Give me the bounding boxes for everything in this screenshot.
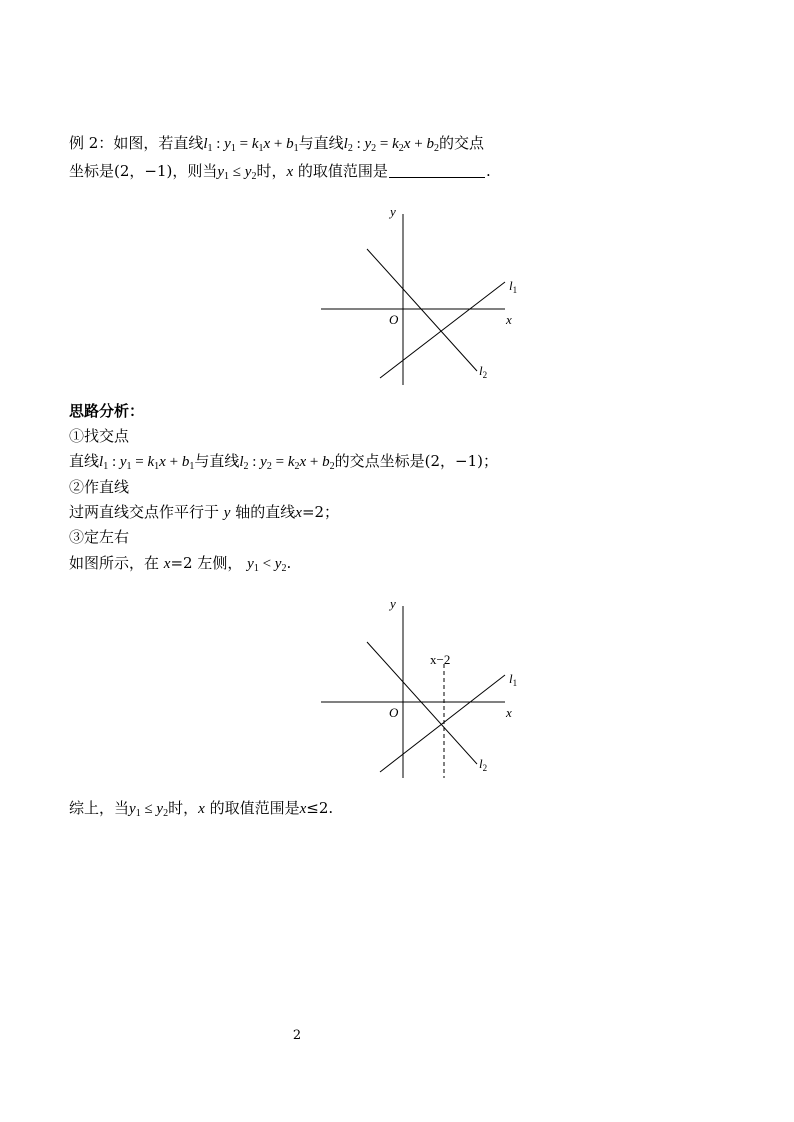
inequality-le-2: $y_1 \le y_2$ bbox=[129, 801, 169, 819]
line-l2 bbox=[367, 249, 477, 371]
example-text-1c: 的交点 bbox=[438, 134, 484, 152]
answer-blank bbox=[389, 163, 485, 178]
example-text-1b: 与直线 bbox=[298, 134, 344, 152]
l1-label-2: $l_1$ bbox=[509, 671, 518, 688]
example-label: 例 2： bbox=[69, 134, 114, 152]
x-axis-label: x bbox=[506, 312, 512, 327]
l1-equation-2: $l_1$ : $y_1 = k_1x + b_1$ bbox=[99, 454, 195, 472]
l2-label: $l_2$ bbox=[479, 363, 488, 380]
l1-equation: $l_1$ : $y_1 = k_1x + b_1$ bbox=[203, 136, 299, 154]
figure-2-axes bbox=[321, 606, 505, 778]
example-text-2e: . bbox=[485, 162, 491, 180]
example-text-2a: 坐标是(2，−1)，则当 bbox=[69, 162, 218, 180]
step-1-title: ①找交点 bbox=[69, 427, 130, 445]
example-line-1 bbox=[69, 133, 484, 154]
l2-label-2: $l_2$ bbox=[479, 756, 488, 773]
page-number: 2 bbox=[292, 1028, 302, 1043]
conclusion-text: 综上，当$y_1 \le y_2$时，x 的取值范围是x≤2. bbox=[69, 799, 334, 819]
line-l2-2 bbox=[367, 642, 477, 764]
analysis-heading: 思路分析： bbox=[69, 402, 145, 420]
l2-equation: $l_2$ : $y_2 = k_2x + b_2$ bbox=[343, 136, 439, 154]
l1-label: $l_1$ bbox=[509, 278, 518, 295]
dash-line-label: x−2 bbox=[430, 652, 451, 667]
origin-label: O bbox=[389, 312, 399, 327]
inequality-lt: $y_1 < y_2$ bbox=[247, 556, 287, 574]
example-line-2 bbox=[69, 161, 491, 182]
variable-x: x bbox=[286, 164, 294, 180]
step-2-title: ②作直线 bbox=[69, 478, 130, 496]
step-1-text: 直线$l_1$ : $y_1 = k_1x + b_1$与直线$l_2$ : $y_2 = k_2x + b_2$的交点坐标是(2，−1)； bbox=[69, 452, 498, 472]
example-text-2b: 时， bbox=[256, 162, 287, 180]
origin-label-2: O bbox=[389, 705, 399, 720]
step-3-text: 如图所示，在 x=2 左侧， $y_1 < y_2$. bbox=[69, 554, 292, 574]
l2-equation-2: $l_2$ : $y_2 = k_2x + b_2$ bbox=[239, 454, 335, 472]
line-l1-2 bbox=[380, 675, 505, 772]
step-3-title: ③定左右 bbox=[69, 528, 130, 546]
example-text-2d: 的取值范围是 bbox=[297, 162, 388, 180]
example-text-1a: 如图，若直线 bbox=[113, 134, 204, 152]
figure-2 bbox=[315, 592, 530, 784]
inequality-le: $y_1 \le y_2$ bbox=[217, 164, 257, 182]
step-2-text: 过两直线交点作平行于 y 轴的直线x=2； bbox=[69, 503, 340, 521]
y-axis-label: y bbox=[390, 204, 396, 219]
figure-1 bbox=[315, 198, 530, 390]
line-l1 bbox=[380, 282, 505, 378]
x-axis-label-2: x bbox=[506, 705, 512, 720]
figure-1-lines bbox=[367, 249, 505, 378]
y-axis-label-2: y bbox=[390, 596, 396, 611]
